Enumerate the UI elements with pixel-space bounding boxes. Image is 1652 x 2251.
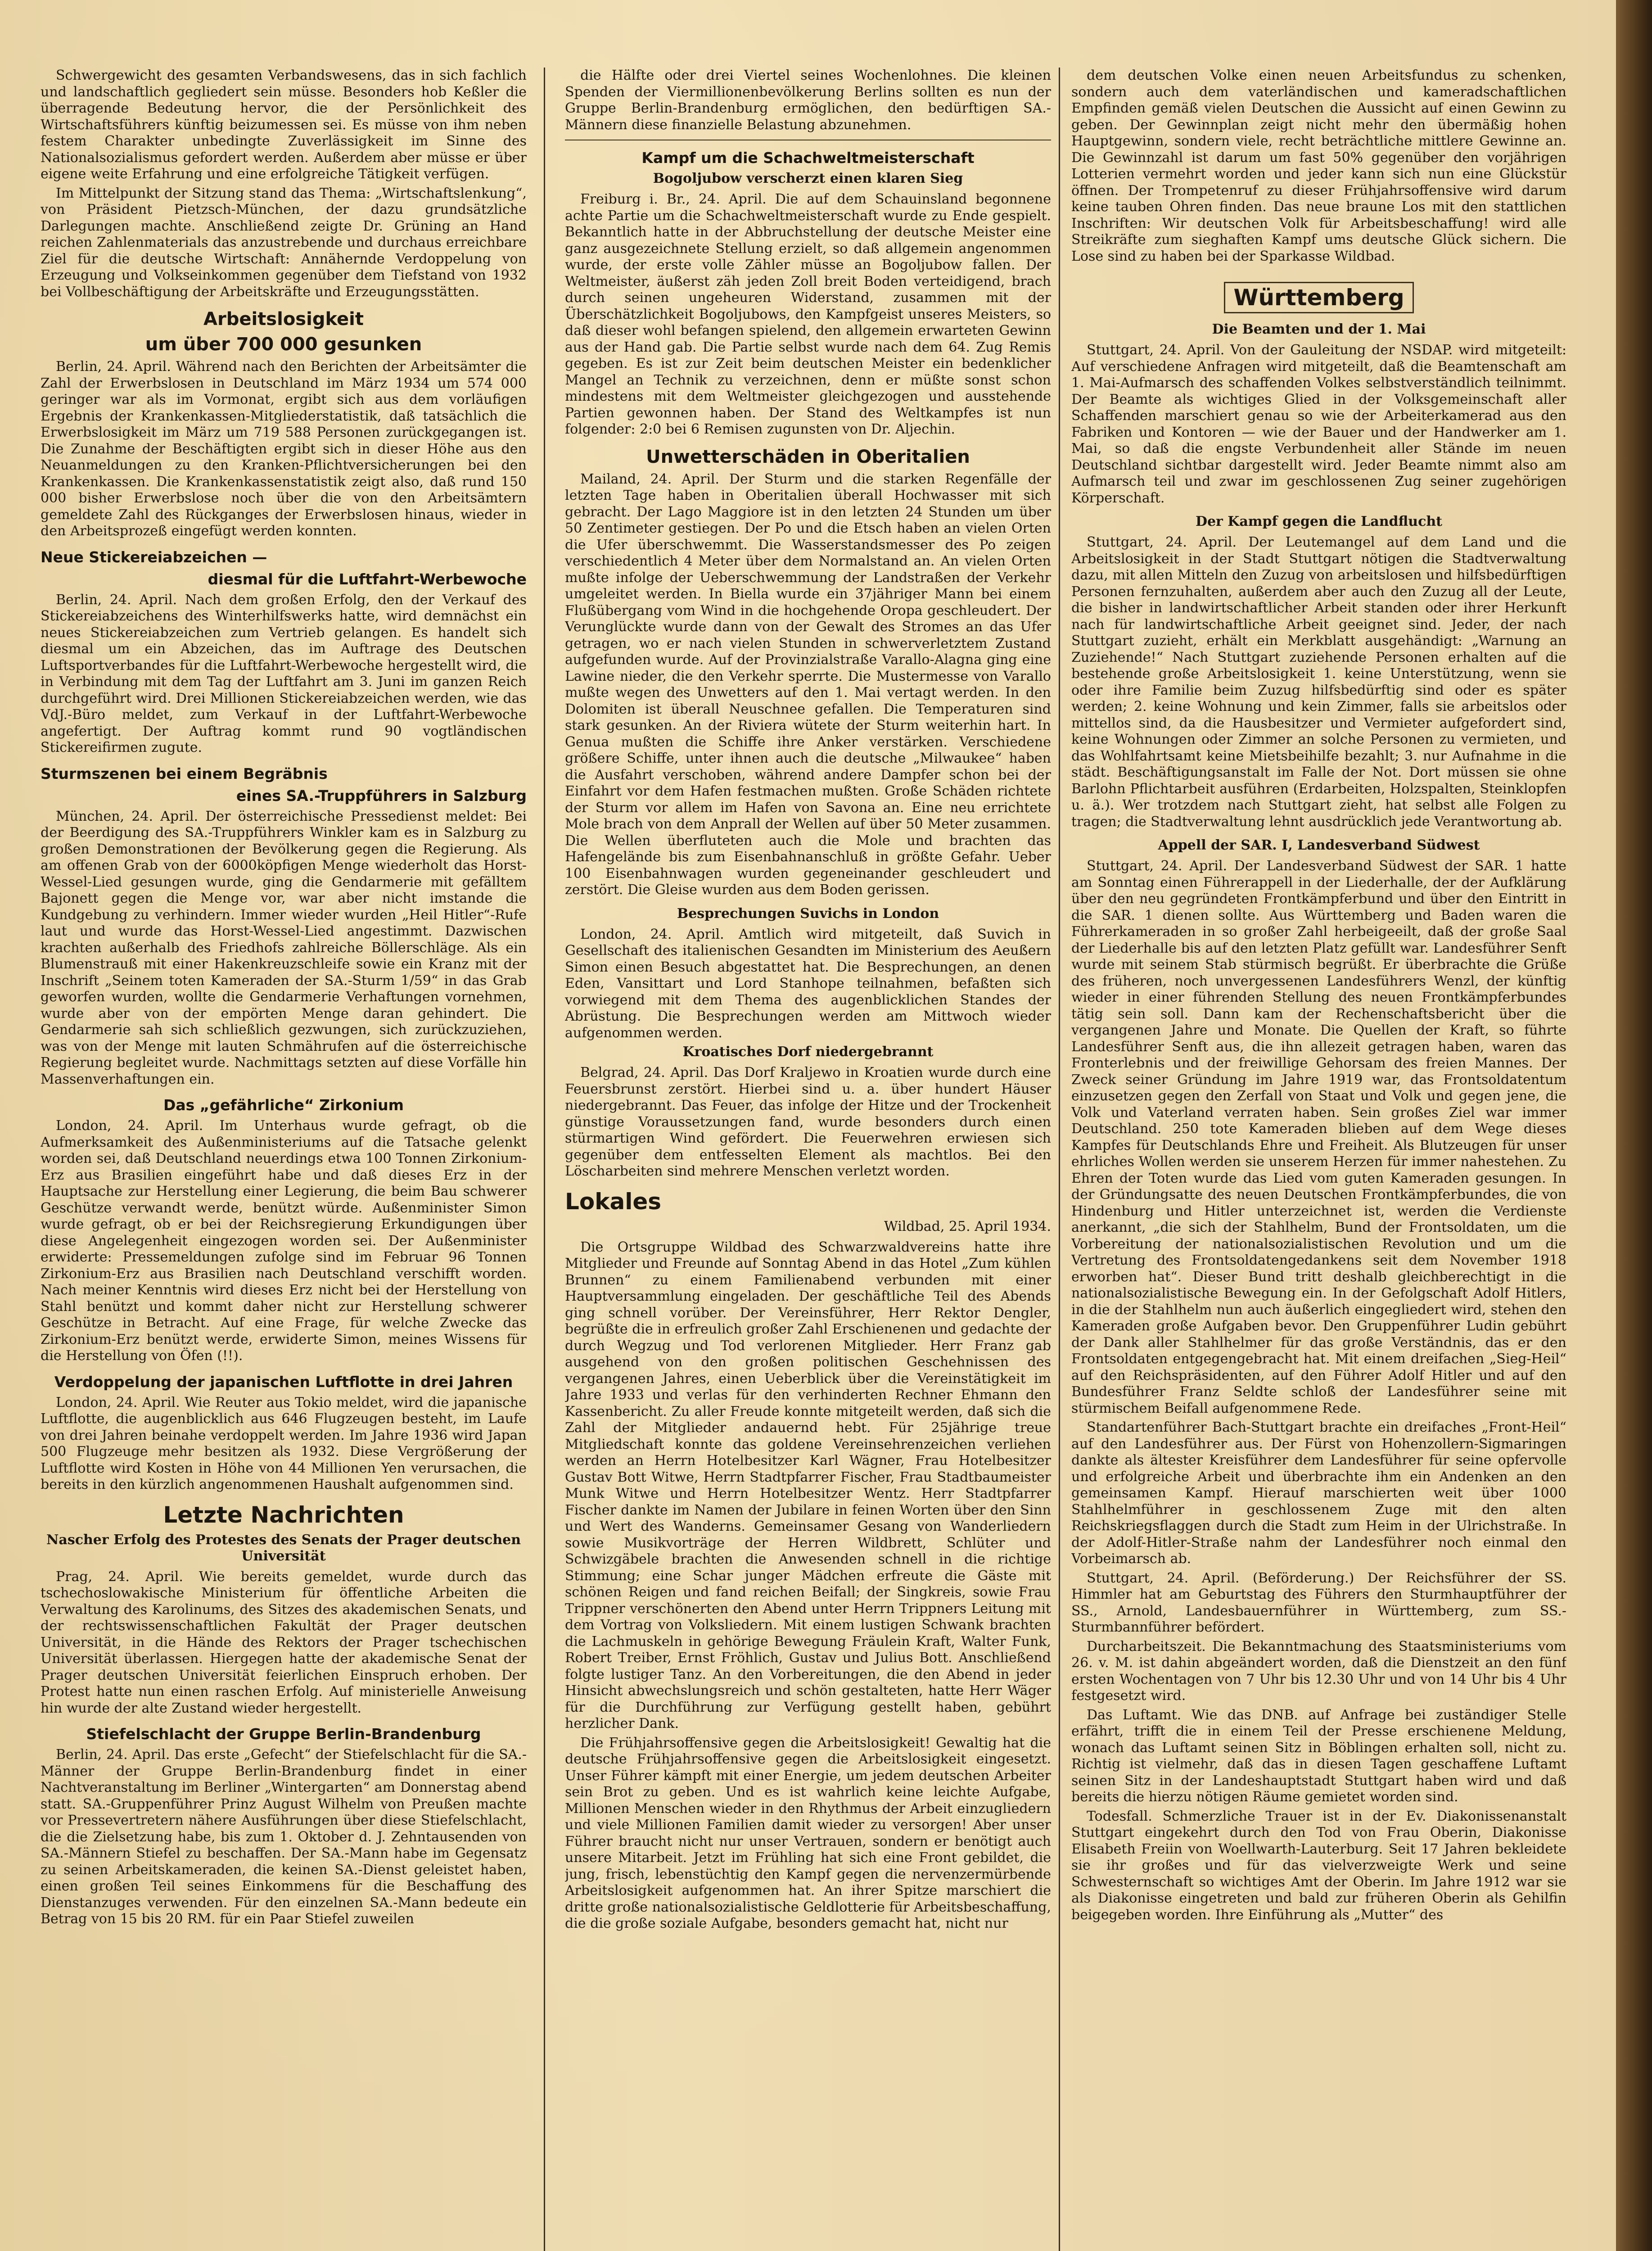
article-paragraph: Im Mittelpunkt der Sitzung stand das Thema: „Wirtschaftslenkung“, von Präsident Pietzsch-München, der dazu grundsätzliche Darlegungen machte. Anschließend zeigte Dr. Grüning an Hand reichen Zahlenmaterials das anzustrebende und durchaus erreichbare Ziel für die deutsche Wirtschaft: Annähernde Verdoppelung von Erzeugung und Volkseinkommen gegenüber dem Tiefstand von 1932 bei Vollbeschäftigung der Arbeitskräfte und Erzeugungsstätten. — [41, 185, 527, 300]
column-right — [1071, 68, 1566, 2251]
article-continuation: Schwergewicht des gesamten Verbandswesens, das in sich fachlich und landschaftlich gegliedert sein müsse. Besonders hob Keßler die überragende Bedeutung hervor, die der Persönlichkeit des Wirtschaftsführers künftig beizumessen sei. Es müsse von ihm neben festem Charakter unbedingte Zuverlässigkeit im Sinne des Nationalsozialismus gefordert werden. Außerdem aber müsse er über eigene weite Erfahrung und eine erfolgreiche Tätigkeit verfügen. — [41, 68, 527, 182]
article-paragraph: Stuttgart, 24. April. (Beförderung.) Der Reichsführer der SS. Himmler hat am Geburtstag des Führers den Sturmhauptführer der SS., Arnold, Landesbauernführer in Württemberg, zum SS.-Sturmbannführer befördert. — [1071, 1570, 1566, 1635]
article-paragraph: Prag, 24. April. Wie bereits gemeldet, wurde durch das tschechoslowakische Ministerium für öffentliche Arbeiten die Verwaltung des Karolinums, des Sitzes des akademischen Senats, und der rechtswissenschaftlichen Fakultät der Prager deutschen Universität, in die Hände des Rektors der Prager tschechischen Universität überlassen. Hiergegen hatte der akademische Senat der Prager deutschen Universität feierlichen Einspruch erhoben. Der Protest hatte nun einen raschen Erfolg. Auf ministerielle Anweisung hin wurde der alte Zustand wieder hergestellt. — [41, 1568, 527, 1716]
headline-arbeitslosigkeit-sub: um über 700 000 gesunken — [145, 334, 422, 355]
headline-sturmszenen: Sturmszenen bei einem Begräbnis — [41, 764, 328, 782]
article-paragraph: Berlin, 24. April. Während nach den Berichten der Arbeitsämter die Zahl der Erwerbslosen in Deutschland im März 1934 um 574 000 geringer war als im Vormonat, ergibt sich aus dem vorläufigen Ergebnis der Krankenkassen-Mitgliederstatistik, daß tatsächlich die Erwerbslosigkeit im März um 719 588 Personen zurückgegangen ist. Die Zunahme der Beschäftigten ergibt sich in dieser Höhe aus den Neuanmeldungen zu den Kranken-Pflichtversicherungen bei den Krankenkassen. Die Krankenkassenstatistik zeigt also, daß rund 150 000 bisher Erwerbslose noch über die von den Arbeitsämtern gemeldete Zahl des Rückganges der Erwerbslosen hinaus, wieder in den Arbeitsprozeß eingefügt werden konnten. — [41, 359, 527, 539]
article-paragraph: Die Frühjahrsoffensive gegen die Arbeitslosigkeit! Gewaltig hat die deutsche Frühjahrsoffensive gegen die Arbeitslosigkeit eingesetzt. Unser Führer kämpft mit einer Energie, um jedem deutschen Arbeiter sein Brot zu geben. Und es ist wahrlich keine leichte Aufgabe, Millionen Menschen wieder in den Rhythmus der Arbeit einzugliedern und viele Millionen Familien damit wieder zu versorgen! Aber unser Führer braucht nicht nur unser Vertrauen, sondern er benötigt auch unsere Mitarbeit. Jetzt im Frühling hat sich eine Front gebildet, die jung, frisch, lebenstüchtig den Kampf gegen die nervenzermürbende Arbeitslosigkeit aufgenommen hat. An ihrer Spitze marschiert die dritte große nationalsozialistische Geldlotterie für Arbeitsbeschaffung, die die große soziale Aufgabe, besonders gemacht hat, nicht nur — [565, 1735, 1051, 1931]
section-heading-wuerttemberg: Württemberg — [1224, 282, 1413, 313]
article-continuation: dem deutschen Volke einen neuen Arbeitsfundus zu schenken, sondern auch dem vaterländischen und kameradschaftlichen Empfinden gemäß vielen Deutschen die Aussicht auf einen Gewinn zu geben. Der Gewinnplan zeigt nicht mehr den übermäßig hohen Hauptgewinn, sondern viele, recht beträchtliche mittlere Gewinne an. Die Gewinnzahl ist darum um fast 50% gegenüber den vorjährigen Lotterien vermehrt worden und jeder kann sich nun eine Glückstür öffnen. Der Trompetenruf zu dieser Frühjahrsoffensive wird darum keine tauben Ohren finden. Das neue braune Los mit den stattlichen Inschriften: Wir deutschen Volk für Arbeitsbeschaffung! wird alle Streikräfte zum sieghaften Kampf ums deutsche Glück sichern. Die Lose sind zu haben bei der Sparkasse Wildbad. — [1071, 68, 1566, 264]
article-paragraph: Belgrad, 24. April. Das Dorf Kraljewo in Kroatien wurde durch eine Feuersbrunst zerstört. Hierbei sind u. a. über hundert Häuser niedergebrannt. Das Feuer, das infolge der Hitze und der Trockenheit günstige Voraussetzungen fand, wurde besonders durch einen stürmartigen Wind gefördert. Die Feuerwehren erwiesen sich gegenüber dem entfesselten Element als machtlos. Bei den Löscharbeiten sind mehrere Menschen verletzt worden. — [565, 1065, 1051, 1179]
headline-appell-sar: Appell der SAR. I, Landesverband Südwest — [1158, 837, 1480, 853]
column-divider — [1059, 68, 1060, 2251]
section-heading-letzte-nachrichten: Letzte Nachrichten — [163, 1501, 404, 1528]
headline-arbeitslosigkeit: Arbeitslosigkeit — [203, 309, 364, 330]
headline-prager-universitaet: Nascher Erfolg des Protestes des Senats der Prager deutschen Universität — [46, 1532, 521, 1564]
headline-luftflotte: Verdoppelung der japanischen Luftflotte in drei Jahren — [54, 1373, 513, 1391]
dateline: Wildbad, 25. April 1934. — [884, 1218, 1051, 1234]
headline-sturmszenen-sub: eines SA.-Truppführers in Salzburg — [236, 786, 527, 805]
article-continuation: die Hälfte oder drei Viertel seines Wochenlohnes. Die kleinen Spenden der Viermillionenbevölkerung Berlins sollten es nun der Gruppe Berlin-Brandenburg ermöglichen, den bedürftigen SA.-Männern diese finanzielle Belastung abzunehmen. — [565, 68, 1051, 133]
article-paragraph: Freiburg i. Br., 24. April. Die auf dem Schauinsland begonnene achte Partie um die Schachweltmeisterschaft wurde zu Ende gespielt. Bekanntlich hatte in der Abbruchstellung der deutsche Meister eine ganz ausgezeichnete Stellung erzielt, so daß allgemein angenommen wurde, der erste volle Zähler müsse an Bogoljubow fallen. Der Weltmeister, äußerst zäh jeden Zoll breit Boden verteidigend, brach durch seinen ungeheuren Widerstand, zusammen mit der Überschätzlichkeit Bogoljubows, den Kampfgeist unseres Meisters, so daß dieser wohl befangen spielend, den allgemein erwarteten Gewinn aus der Hand gab. Die Partie selbst wurde nach dem 64. Zug Remis gegeben. Es ist zur Zeit beim deutschen Meister ein bedenklicher Mangel an Technik zu verzeichnen, denn er müßte sonst schon mindestens mit dem Weltmeister gleichgezogen und ausstehende Partien gewonnen haben. Der Stand des Weltkampfes ist nun folgender: 2:0 bei 6 Remisen zugunsten von Dr. Aljechin. — [565, 191, 1051, 437]
article-paragraph: München, 24. April. Der österreichische Pressedienst meldet: Bei der Beerdigung des SA.-Truppführers Winkler kam es in Salzburg zu großen Demonstrationen der Bevölkerung gegen die Regierung. Als am offenen Grab von der 6000köpfigen Menge wiederholt das Horst-Wessel-Lied gesungen wurde, ging die Gendarmerie mit gefälltem Bajonett gegen die Menge vor, war aber nicht imstande die Kundgebung zu verhindern. Immer wieder wurden „Heil Hitler“-Rufe laut und wurde das Horst-Wessel-Lied angestimmt. Dazwischen krachten außerhalb des Friedhofs zahlreiche Böllerschläge. Als ein Blumenstrauß mit einer Hakenkreuzschleife sowie ein Kranz mit der Inschrift „Seinem toten Kameraden der SA.-Sturm 1/59“ in das Grab geworfen wurden, wollte die Gendarmerie Verhaftungen vornehmen, wurde aber von der empörten Menge daran gehindert. Die Gendarmerie sah sich schließlich gezwungen, sich zurückzuziehen, was von der Menge mit lauten Schmährufen auf die österreichische Regierung begleitet wurde. Nachmittags setzten auf diese Vorfälle hin Massenverhaftungen ein. — [41, 808, 527, 1087]
article-paragraph: Berlin, 24. April. Das erste „Gefecht“ der Stiefelschlacht für die SA.-Männer der Gruppe Berlin-Brandenburg findet in einer Nachtveranstaltung im Berliner „Wintergarten“ am Donnerstag abend statt. SA.-Gruppenführer Prinz August Wilhelm von Preußen machte vor Pressevertretern nähere Ausführungen über diese Stiefelschlacht, die die Zielsetzung habe, bis zum 1. Oktober d. J. Zehntausenden von SA.-Männern Stiefel zu beschaffen. Der SA.-Mann habe im Gegensatz zu seinen Arbeitskameraden, die keinen SA.-Dienst geleistet haben, einen großen Teil seines Einkommens für die Beschaffung des Dienstanzuges verwenden. Für den einzelnen SA.-Mann bedeute ein Betrag von 15 bis 20 RM. für ein Paar Stiefel zuweilen — [41, 1747, 527, 1927]
headline-unwetterschaeden: Unwetterschäden in Oberitalien — [646, 446, 970, 467]
headline-schachweltmeisterschaft: Kampf um die Schachweltmeisterschaft — [641, 149, 975, 167]
article-paragraph: London, 24. April. Amtlich wird mitgeteilt, daß Suvich in Gesellschaft des italienischen Gesandten im Ministerium des Aeußern Simon einen Besuch abgestattet hat. Die Besprechungen, an denen Eden, Vansittart und Lord Stanhope teilnahmen, befaßten sich vorwiegend mit dem Thema des augenblicklichen Standes der Abrüstung. Die Besprechungen werden am Mittwoch wieder aufgenommen werden. — [565, 926, 1051, 1041]
headline-kroatisches-dorf: Kroatisches Dorf niedergebrannt — [682, 1044, 934, 1060]
headline-stickereiabzeichen: Neue Stickereiabzeichen — — [41, 548, 267, 566]
section-heading-wrapper — [1071, 274, 1566, 317]
article-paragraph: London, 24. April. Wie Reuter aus Tokio meldet, wird die japanische Luftflotte, die augenblicklich aus 646 Flugzeugen besteht, im Laufe von drei Jahren beinahe verdoppelt werden. Im Jahre 1936 wird Japan 500 Flugzeuge mehr besitzen als 1932. Diese Vergrößerung der Luftflotte wird Kosten in Höhe von 44 Millionen Yen verursachen, die bereits in den kürzlich angenommenen Haushalt aufgenommen sind. — [41, 1394, 527, 1492]
binding-edge — [1616, 0, 1652, 2251]
headline-zirkonium: Das „gefährliche“ Zirkonium — [163, 1096, 404, 1114]
article-paragraph: Stuttgart, 24. April. Von der Gauleitung der NSDAP. wird mitgeteilt: Auf verschiedene Anfragen wird mitgeteilt, daß die Beamtenschaft am 1. Mai-Aufmarsch des schaffenden Volkes selbstverständlich teilnimmt. Der Beamte als wichtiges Glied in der Volksgemeinschaft aller Schaffenden marschiert genau so wie der Arbeiterkamerad aus den Fabriken und Kontoren — wie der Bauer und der Handwerker am 1. Mai, so daß die engste Verbundenheit aller Stände im neuen Deutschland sichtbar dargestellt wird. Jeder Beamte nimmt also am Aufmarsch teil und zwar im geschlossenen Zug seiner zugehörigen Körperschaft. — [1071, 342, 1566, 506]
column-middle — [565, 68, 1051, 2251]
headline-landflucht: Der Kampf gegen die Landflucht — [1195, 514, 1443, 529]
headline-suvich: Besprechungen Suvichs in London — [677, 905, 939, 922]
article-paragraph: Durcharbeitszeit. Die Bekanntmachung des Staatsministeriums vom 26. v. M. ist dahin abgeändert worden, daß die Dienstzeit an den fünf ersten Wochentagen von 7 Uhr bis 12.30 Uhr und von 14 Uhr bis 4 Uhr festgesetzt wird. — [1071, 1638, 1566, 1704]
article-paragraph: Mailand, 24. April. Der Sturm und die starken Regenfälle der letzten Tage haben in Oberitalien überall Hochwasser mit sich gebracht. Der Lago Maggiore ist in den letzten 24 Stunden um über 50 Zentimeter gestiegen. Der Po und die Etsch haben an vielen Orten die Ufer überschwemmt. Die Wasserstandsmesser des Po zeigen verschiedentlich 4 Meter über dem Normalstand an. An vielen Orten mußte infolge der Ueberschwemmung der Landstraßen der Verkehr umgeleitet werden. In Biella wurde ein 37jähriger Mann bei einem Flußübergang vom Wind in die hochgehende Oropa geschleudert. Der Verunglückte wurde dann von der Gewalt des Stromes an das Ufer getragen, wo er nach vielen Stunden in schwerverletztem Zustand aufgefunden wurde. Auf der Provinzialstraße Varallo-Alagna ging eine Lawine nieder, die den Verkehr sperrte. Die Mustermesse von Varallo mußte wegen des Unwetters auf den 1. Mai vertagt werden. In den Dolomiten ist überall Neuschnee gefallen. Die Temperaturen sind stark gesunken. An der Riviera wütete der Sturm weiterhin hart. In Genua mußten die Schiffe ihre Anker verstärken. Verschiedene größere Schiffe, unter ihnen auch die deutsche „Milwaukee“ haben die Ausfahrt verschoben, während andere Dampfer schon bei der Einfahrt vor dem Hafen festmachen mußten. Große Schäden richtete der Sturm vor allem im Hafen von Savona an. Eine neu errichtete Mole brach von dem Anprall der Wellen auf über 50 Meter zusammen. Die Wellen überfluteten auch die Mole und brachten das Hafengelände bis zum Eisenbahnanschluß in größte Gefahr. Ueber 100 Eisenbahnwagen wurden gegeneinander geschleudert und zerstört. Die Gleise wurden aus dem Boden gerissen. — [565, 471, 1051, 898]
column-divider — [544, 68, 545, 2251]
headline-bogoljubow: Bogoljubow verscherzt einen klaren Sieg — [653, 171, 963, 186]
article-paragraph: Das Luftamt. Wie das DNB. auf Anfrage bei zuständiger Stelle erfährt, trifft die in einem Teil der Presse erschienene Meldung, wonach das Luftamt seinen Sitz in Böblingen erhalten soll, nicht zu. Richtig ist vielmehr, daß das in diesen Tagen geschaffene Luftamt seinen Sitz in der Landeshauptstadt Stuttgart haben wird und daß bereits die hierzu nötigen Räume gemietet worden sind. — [1071, 1707, 1566, 1805]
article-paragraph: Stuttgart, 24. April. Der Leutemangel auf dem Land und die Arbeitslosigkeit in der Stadt Stuttgart nötigen die Stadtverwaltung dazu, mit allen Mitteln den Zuzug von arbeitslosen und hilfsbedürftigen Personen fernzuhalten, außerdem aber auch den Zuzug all der Leute, die bisher in landwirtschaftlicher Arbeit standen oder ihrer Herkunft nach für landwirtschaftliche Arbeit geeignet sind. Jeder, der nach Stuttgart zuzieht, erhält ein Merkblatt ausgehändigt: „Warnung an Zuziehende!“ Nach Stuttgart zuziehende Personen erhalten auf die bestehende große Arbeitslosigkeit 1. keine Unterstützung, wenn sie oder ihre Familie beim Zuzug hilfsbedürftig sind oder es später werden; 2. keine Wohnung und kein Zimmer, falls sie arbeitslos oder mittellos sind, da die Hausbesitzer und Vermieter aufgefordert sind, keine Wohnungen oder Zimmer an solche Personen zu vermieten, und das Wohlfahrtsamt keine Mietsbeihilfe bezahlt; 3. nur Aufnahme in die städt. Beschäftigungsanstalt im Falle der Not. Dort müssen sie ohne Barlohn Pflichtarbeit ausführen (Erdarbeiten, Holzspalten, Steinklopfen u. ä.). Wer trotzdem nach Stuttgart zieht, hat selbst alle Folgen zu tragen; die Stadtverwaltung lehnt ausdrücklich jede Verantwortung ab. — [1071, 534, 1566, 830]
headline-stiefelschlacht: Stiefelschlacht der Gruppe Berlin-Brandenburg — [86, 1725, 481, 1743]
article-paragraph: London, 24. April. Im Unterhaus wurde gefragt, ob die Aufmerksamkeit des Außenministeriums auf die Tatsache gelenkt worden sei, daß Deutschland neuerdings etwa 100 Tonnen Zirkonium-Erz aus Brasilien eingeführt habe und daß dieses Erz in der Hauptsache zur Herstellung einer Legierung, die beim Bau schwerer Geschütze verwandt werde, benützt würde. Außenminister Simon wurde gefragt, ob er bei der Reichsregierung Erkundigungen über diese Angelegenheit eingezogen worden sei. Der Außenminister erwiderte: Pressemeldungen zufolge sind im Februar 96 Tonnen Zirkonium-Erz aus Brasilien nach Deutschland verschifft worden. Nach meiner Kenntnis wird dieses Erz nicht bei der Herstellung von Stahl benützt und kommt daher nicht zur Herstellung schwerer Geschütze in Betracht. Auf eine Frage, für welche Zwecke das Zirkonium-Erz benützt werde, erwiderte Simon, meines Wissens für die Herstellung von Öfen (!!). — [41, 1118, 527, 1364]
section-heading-lokales: Lokales — [565, 1188, 662, 1215]
headline-stickereiabzeichen-sub: diesmal für die Luftfahrt-Werbewoche — [208, 570, 527, 588]
article-paragraph: Stuttgart, 24. April. Der Landesverband Südwest der SAR. 1 hatte am Sonntag einen Führerappell in der Liederhalle, der der Aufklärung über den neu gegründeten Frontkämpferbund und über den Eintritt in die SAR. 1 dienen sollte. Aus Württemberg und Baden waren die Führerkameraden in so großer Zahl herbeigeeilt, daß der große Saal der Liederhalle bis auf den letzten Platz gefüllt war. Landesführer Senft wurde mit seinem Stab stürmisch begrüßt. Er überbrachte die Grüße des früheren, noch unvergessenen Landesführers Wenzl, der künftig wieder in einer führenden Stellung des neuen Frontkämpferbundes tätig sein soll. Dann kam der Rechenschaftsbericht über die vergangenen Jahre und Monate. Die Quellen der Kraft, so führte Landesführer Senft aus, die ihn allezeit getragen haben, waren das Fronterlebnis und der freiwillige Gehorsam des freien Mannes. Der Zweck seiner Gründung im Jahre 1919 war, das Frontsoldatentum einzusetzen gegen den Zerfall von Staat und Volk und gegen jene, die Volk und Vaterland verraten haben. Sein großes Ziel war immer Deutschland. 250 tote Kameraden blieben auf dem Wege dieses Kampfes für Deutschlands Ehre und Freiheit. Als Blutzeugen für unser ehrliches Wollen werden sie unserem Herzen für immer nahestehen. Zu Ehren der Toten wurde das Lied vom guten Kameraden gesungen. In der Gründungsatte des neuen Deutschen Frontkämpferbundes, die von Hindenburg und Hitler unterzeichnet ist, werden die Verdienste anerkannt, „die sich der Stahlhelm, Bund der Frontsoldaten, um die Vorbereitung der nationalsozialistischen Revolution und um die Vertretung des Frontsoldatengedankens seit dem November 1918 erworben hat“. Dieser Bund tritt deshalb gleichberechtigt in die nationalsozialistische Bewegung ein. In der Gefolgschaft Adolf Hitlers, in die der Stahlhelm nun auch äußerlich eingegliedert wird, stehen den Kameraden große Aufgaben bevor. Den Gruppenführer Ludin gebührt der Dank aller Stahlhelmer für das große Verständnis, das er den Frontsoldaten entgegengebracht hat. Mit einem dreifachen „Sieg-Heil“ auf den Reichspräsidenten, auf den Führer Adolf Hitler und auf den Bundesführer Franz Seldte schloß der Landesführer seine mit stürmischem Beifall aufgenommene Rede. — [1071, 858, 1566, 1416]
headline-beamten-1-mai: Die Beamten und der 1. Mai — [1212, 321, 1426, 337]
column-left — [41, 68, 527, 2251]
article-paragraph: Berlin, 24. April. Nach dem großen Erfolg, den der Verkauf des Stickereiabzeichens des Winterhilfswerks hatte, wird demnächst ein neues Stickereiabzeichen zum Vertrieb gelangen. Es handelt sich diesmal um ein Abzeichen, das im Auftrage des Deutschen Luftsportverbandes für die Luftfahrt-Werbewoche hergestellt wird, die in Verbindung mit dem Tag der Luftfahrt am 3. Juni im ganzen Reich durchgeführt wird. Drei Millionen Stickereiabzeichen werden, wie das VdJ.-Büro meldet, zum Verkauf in der Luftfahrt-Werbewoche angefertigt. Der Auftrag kommt rund 90 vogtländischen Stickereifirmen zugute. — [41, 592, 527, 755]
article-paragraph: Todesfall. Schmerzliche Trauer ist in der Ev. Diakonissenanstalt Stuttgart eingekehrt durch den Tod von Frau Oberin, Diakonisse Elisabeth Freiin von Woellwarth-Lauterburg. Seit 17 Jahren bekleidete sie ihr großes und für das vielverzweigte Werk und seine Schwesternschaft so wichtiges Amt der Oberin. Im Jahre 1912 war sie als Diakonisse eingetreten und bald zur früheren Oberin als Gehilfin beigegeben worden. Ihre Einführung als „Mutter“ des — [1071, 1808, 1566, 1923]
article-paragraph: Die Ortsgruppe Wildbad des Schwarzwaldvereins hatte ihre Mitglieder und Freunde auf Sonntag Abend in das Hotel „Zum kühlen Brunnen“ zu einem Familienabend verbunden mit einer Hauptversammlung eingeladen. Der geschäftliche Teil des Abends ging schnell vorüber. Der Vereinsführer, Herr Rektor Dengler, begrüßte die in erfreulich großer Zahl Erschienenen und gedachte der durch Wegzug und Tod verlorenen Mitglieder. Herr Franz gab ausgehend von den großen politischen Geschehnissen des vergangenen Jahres, einen Ueberblick über die Vereinstätigkeit im Jahre 1933 und verlas für den verhinderten Rechner Ehmann den Kassenbericht. Zu aller Freude konnte mitgeteilt werden, daß sich die Zahl der Mitglieder andauernd hebt. Für 25jährige treue Mitgliedschaft konnte das goldene Vereinsehrenzeichen verliehen werden an Herrn Hotelbesitzer Karl Wägner, Frau Hotelbesitzer Gustav Bott Witwe, Herrn Stadtpfarrer Fischer, Frau Stadtbaumeister Munk Witwe und Herrn Hotelbesitzer Wentz. Herr Stadtpfarrer Fischer dankte im Namen der Jubilare in feinen Worten über den Sinn und Wert des Wanderns. Gemeinsamer Gesang von Wanderliedern sowie Musikvorträge der Herren Wildbrett, Schlüter und Schwizgäbele brachten die Anwesenden schnell in die richtige Stimmung; eine Schar junger Mädchen erfreute die Gäste mit schönen Reigen und fand reichen Beifall; der Singkreis, sowie Frau Trippner verschönerten den Abend unter Herrn Trippners Leitung mit dem Vortrag von Volksliedern. Mit einem lustigen Schwank brachten die Lachmuskeln in gehörige Bewegung Fräulein Kraft, Walter Funk, Robert Treiber, Ernst Fröhlich, Gustav und Julius Bott. Anschließend folgte lustiger Tanz. An den Vorbereitungen, die den Abend in jeder Hinsicht abwechslungsreich und schön gestalteten, hatte Herr Wäger für die Durchführung zur Verfügung gestellt haben, gebührt herzlicher Dank. — [565, 1239, 1051, 1731]
article-paragraph: Standartenführer Bach-Stuttgart brachte ein dreifaches „Front-Heil“ auf den Landesführer aus. Der Fürst von Hohenzollern-Sigmaringen dankte als ältester Kreisführer dem Landesführer für seine opfervolle und erfolgreiche Arbeit und überbrachte ihm ein Andenken an den gemeinsamen Kampf. Hierauf marschierten weit über 1000 Stahlhelmführer in geschlossenem Zuge mit den alten Reichskriegsflaggen durch die Stadt zum Heim in der Ulrichstraße. In der Adolf-Hitler-Straße nahm der Landesführer noch einmal den Vorbeimarsch ab. — [1071, 1419, 1566, 1567]
